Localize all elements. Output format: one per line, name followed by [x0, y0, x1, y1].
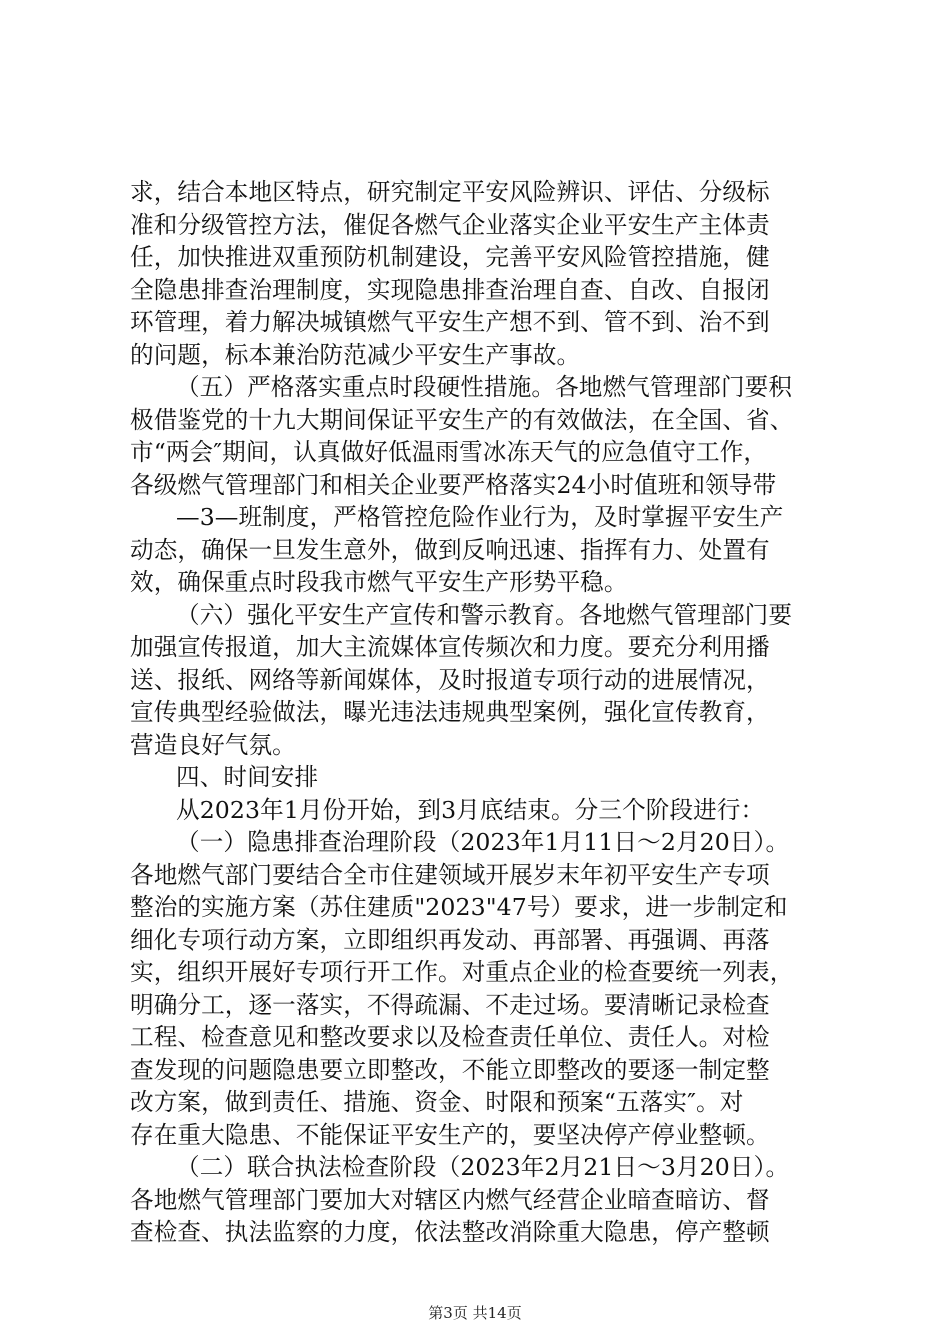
paragraph-start-line: 从2023年1月份开始，到3月底结束。分三个阶段进行： — [176, 795, 765, 824]
text-line: 任，加快推进双重预防机制建设，完善平安风险管控措施，健 — [130, 243, 770, 271]
text-line: 各级燃气管理部门和相关企业要严格落实24小时值班和领导带 — [130, 470, 777, 499]
text-line: 明确分工，逐一落实，不得疏漏、不走过场。要清晰记录检查 — [130, 990, 770, 1019]
section-heading: 四、时间安排 — [176, 763, 319, 791]
document-body — [130, 176, 840, 1249]
page-number-footer: 第3页 共14页 — [428, 1304, 522, 1322]
text-line: 查检查、执法监察的力度，依法整改消除重大隐患，停产整顿 — [130, 1218, 770, 1246]
text-line: —3—班制度，严格管控危险作业行为，及时掌握平安生产 — [176, 503, 784, 531]
text-line: 改方案，做到责任、措施、资金、时限和预案“五落实″。对 — [130, 1088, 744, 1116]
text-line: 加强宣传报道，加大主流媒体宣传频次和力度。要充分利用播 — [130, 633, 770, 661]
text-line: 营造良好气氛。 — [130, 730, 296, 759]
text-line: 存在重大隐患、不能保证平安生产的，要坚决停产停业整顿。 — [130, 1120, 770, 1149]
text-line: 准和分级管控方法，催促各燃气企业落实企业平安生产主体责 — [130, 210, 770, 239]
text-line: 全隐患排查治理制度，实现隐患排查治理自查、自改、自报闭 — [130, 275, 770, 304]
text-line: 效，确保重点时段我市燃气平安生产形势平稳。 — [130, 568, 628, 596]
text-line: 各地燃气部门要结合全市住建领域开展岁末年初平安生产专项 — [130, 860, 770, 889]
paragraph-start-line: （一）隐患排查治理阶段（2023年1月11日～2月20日）。 — [176, 828, 790, 856]
text-line: 细化专项行动方案，立即组织再发动、再部署、再强调、再落 — [130, 925, 770, 954]
text-line: 的问题，标本兼治防范减少平安生产事故。 — [130, 340, 581, 369]
text-line: 实，组织开展好专项行开工作。对重点企业的检查要统一列表， — [130, 958, 794, 986]
text-line: 极借鉴党的十九大期间保证平安生产的有效做法，在全国、省、 — [130, 405, 794, 434]
text-line: 动态，确保一旦发生意外，做到反响迅速、指挥有力、处置有 — [130, 535, 770, 564]
text-line: 查发现的问题隐患要立即整改，不能立即整改的要逐一制定整 — [130, 1055, 770, 1084]
text-line: 工程、检查意见和整改要求以及检查责任单位、责任人。对检 — [130, 1023, 770, 1051]
paragraph-start-line: （二）联合执法检查阶段（2023年2月21日～3月20日）。 — [176, 1153, 790, 1181]
paragraph-start-line: （六）强化平安生产宣传和警示教育。各地燃气管理部门要 — [176, 600, 793, 629]
text-line: 宣传典型经验做法，曝光违法违规典型案例，强化宣传教育， — [130, 698, 770, 726]
text-line: 送、报纸、网络等新闻媒体，及时报道专项行动的进展情况， — [130, 665, 770, 694]
text-line: 求，结合本地区特点，研究制定平安风险辨识、评估、分级标 — [130, 178, 770, 206]
text-line: 市“两会″期间，认真做好低温雨雪冰冻天气的应急值守工作， — [130, 438, 768, 466]
text-line: 整治的实施方案（苏住建质"2023"47号）要求，进一步制定和 — [130, 893, 788, 921]
text-line: 各地燃气管理部门要加大对辖区内燃气经营企业暗查暗访、督 — [130, 1185, 770, 1214]
text-line: 环管理，着力解决城镇燃气平安生产想不到、管不到、治不到 — [130, 308, 770, 336]
paragraph-start-line: （五）严格落实重点时段硬性措施。各地燃气管理部门要积 — [176, 373, 793, 401]
